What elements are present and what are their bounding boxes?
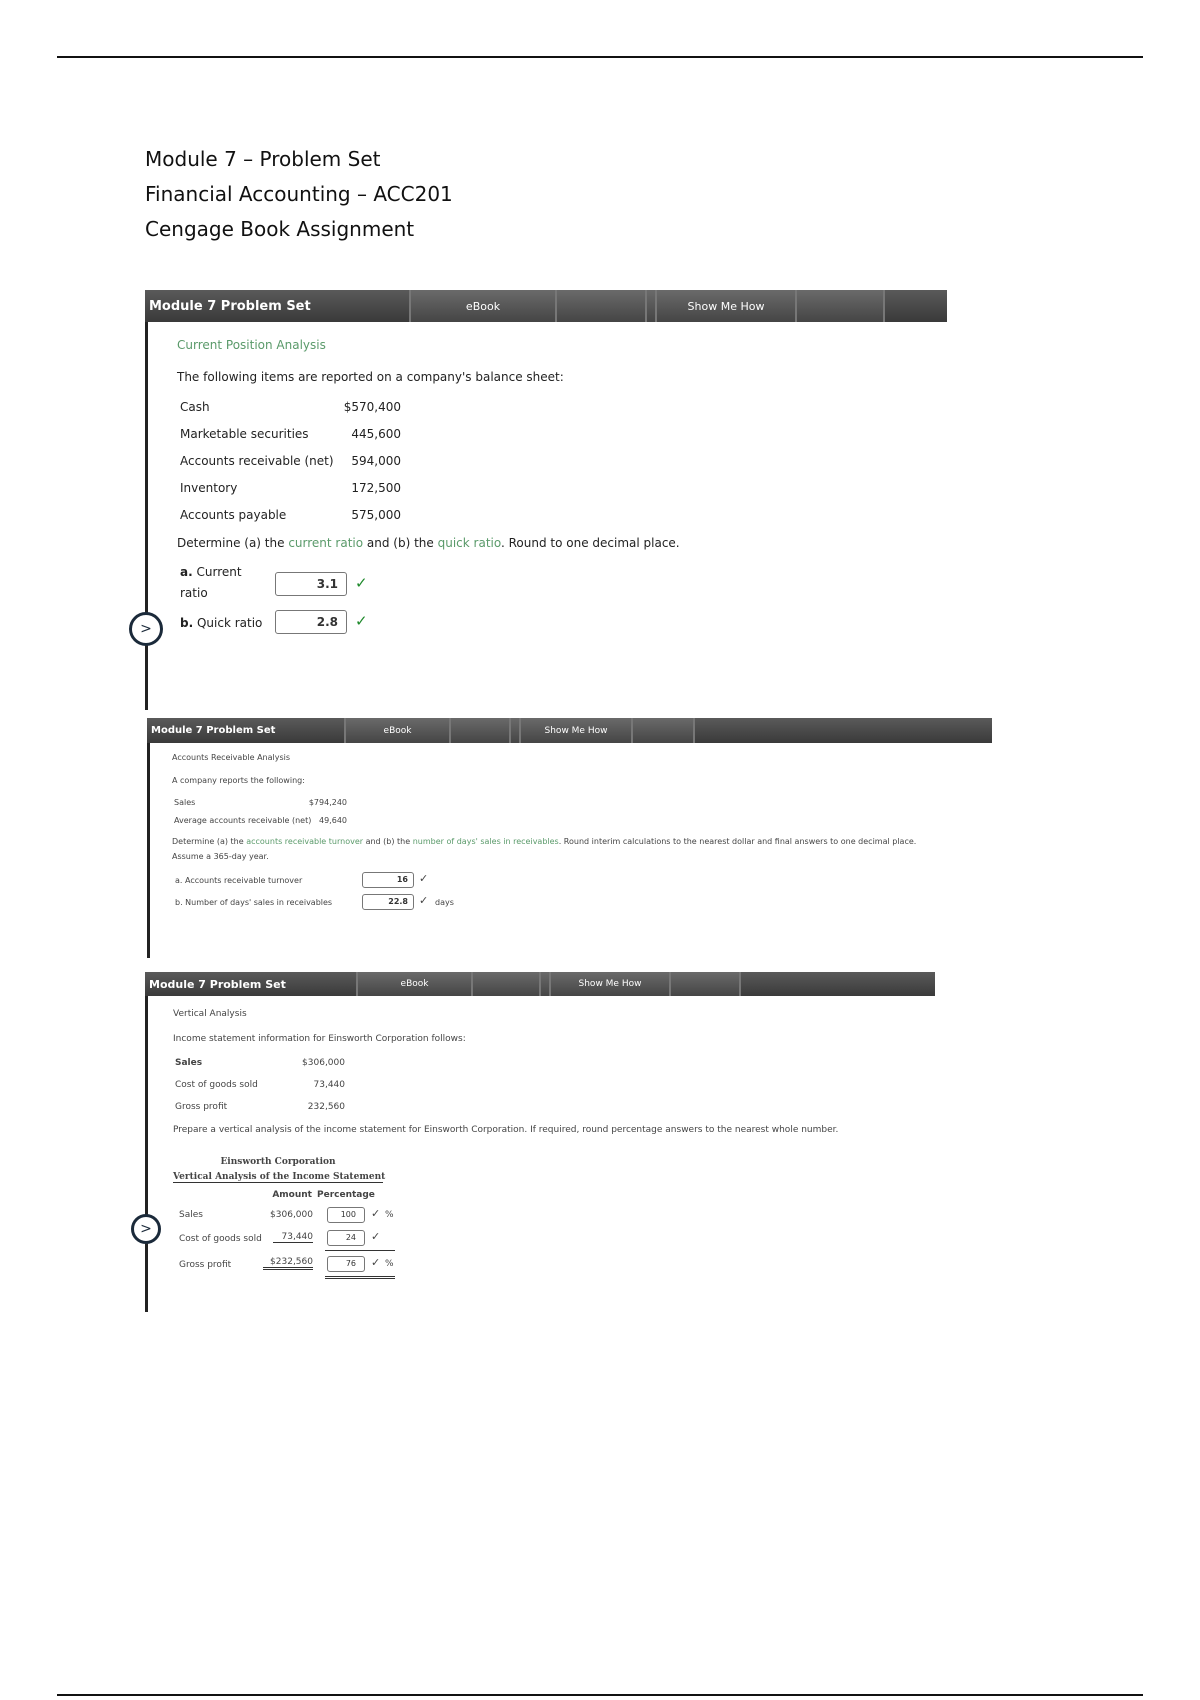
percentage-input[interactable]: 100 <box>327 1207 365 1223</box>
quick-ratio-input[interactable]: 2.8 <box>275 610 347 634</box>
correct-check-icon: ✓ <box>355 612 368 630</box>
top-rule <box>57 56 1143 58</box>
toolbar-title: Module 7 Problem Set <box>145 972 358 996</box>
instructions-text: and (b) the <box>363 536 438 550</box>
panel-left-edge <box>145 322 148 710</box>
item-label: Marketable securities <box>180 427 309 441</box>
item-label: Inventory <box>180 481 238 495</box>
percentage-input[interactable]: 24 <box>327 1230 365 1246</box>
item-label: Average accounts receivable (net) <box>174 816 312 825</box>
answer-label-text: Quick ratio <box>196 616 263 630</box>
item-value: 594,000 <box>351 454 401 468</box>
header-module-title: Module 7 – Problem Set <box>145 147 381 171</box>
col-header-percentage: Percentage <box>317 1190 375 1200</box>
item-value: $794,240 <box>308 798 347 807</box>
instructions-text: and (b) the <box>363 837 413 846</box>
header-assignment: Cengage Book Assignment <box>145 217 415 241</box>
instructions: Prepare a vertical analysis of the income statement for Einsworth Corporation. If required, round percentage answers to the nearest whole number. <box>173 1125 839 1135</box>
panel-toolbar <box>145 290 947 322</box>
correct-check-icon: ✓ <box>419 872 429 885</box>
item-value: 49,640 <box>319 816 347 825</box>
row-amount: 73,440 <box>273 1232 313 1243</box>
row-label: Gross profit <box>179 1260 232 1270</box>
correct-check-icon: ✓ <box>419 894 429 907</box>
expand-chevron-icon[interactable]: > <box>129 612 163 646</box>
answer-a-label <box>180 565 242 579</box>
item-label: Gross profit <box>175 1102 228 1112</box>
problem-intro: The following items are reported on a company's balance sheet: <box>177 370 564 384</box>
document-header <box>145 142 453 247</box>
toolbar-blank-button[interactable] <box>451 718 511 743</box>
show-me-how-button[interactable]: Show Me How <box>657 290 797 322</box>
problem-heading: Accounts Receivable Analysis <box>172 753 291 762</box>
expand-chevron-icon[interactable]: > <box>131 1214 161 1244</box>
percentage-input[interactable]: 76 <box>327 1256 365 1272</box>
item-value: $570,400 <box>343 400 401 414</box>
correct-check-icon: ✓ <box>371 1207 381 1220</box>
ebook-button[interactable]: eBook <box>358 972 473 996</box>
problem-intro: A company reports the following: <box>172 776 305 785</box>
toolbar-spacer <box>511 718 521 743</box>
item-label: Sales <box>175 1058 203 1068</box>
panel-toolbar <box>147 718 992 743</box>
days-sales-input[interactable]: 22.8 <box>362 894 414 910</box>
problem-intro: Income statement information for Einsworth Corporation follows: <box>173 1034 466 1044</box>
instructions-text: . Round to one decimal place. <box>500 536 680 550</box>
row-label: Sales <box>179 1210 203 1220</box>
item-value: 172,500 <box>351 481 401 495</box>
ar-turnover-link[interactable]: accounts receivable turnover <box>246 837 364 846</box>
item-value: 445,600 <box>351 427 401 441</box>
instructions-text: Determine (a) the <box>172 837 247 846</box>
toolbar-spacer <box>541 972 551 996</box>
item-value: 232,560 <box>307 1102 345 1112</box>
item-value: 575,000 <box>351 508 401 522</box>
show-me-how-button[interactable]: Show Me How <box>551 972 671 996</box>
row-amount: $232,560 <box>263 1257 313 1270</box>
table-company-title: Einsworth Corporation <box>220 1157 336 1167</box>
percent-sign: % <box>385 1259 394 1269</box>
days-sales-link[interactable]: number of days' sales in receivables <box>412 837 559 846</box>
col-header-amount: Amount <box>272 1190 312 1200</box>
item-label: Accounts payable <box>180 508 287 522</box>
item-value: 73,440 <box>313 1080 345 1090</box>
item-label: Sales <box>174 798 196 807</box>
current-ratio-input[interactable]: 3.1 <box>275 572 347 596</box>
row-amount: $306,000 <box>270 1210 313 1220</box>
ebook-button[interactable]: eBook <box>411 290 557 322</box>
correct-check-icon: ✓ <box>371 1230 381 1243</box>
correct-check-icon: ✓ <box>355 574 368 592</box>
toolbar-blank-button[interactable] <box>797 290 885 322</box>
problem-heading: Current Position Analysis <box>177 338 326 352</box>
show-me-how-button[interactable]: Show Me How <box>521 718 633 743</box>
table-statement-title: Vertical Analysis of the Income Statement <box>173 1172 386 1182</box>
item-label: Cash <box>180 400 210 414</box>
toolbar-blank-button[interactable] <box>671 972 741 996</box>
panel-toolbar <box>145 972 935 996</box>
panel-left-edge <box>147 743 150 958</box>
answer-label-text: Current <box>196 565 242 579</box>
bottom-rule <box>57 1694 1143 1696</box>
toolbar-spacer <box>647 290 657 322</box>
item-label: Accounts receivable (net) <box>180 454 334 468</box>
ebook-button[interactable]: eBook <box>346 718 451 743</box>
instructions <box>172 837 916 846</box>
answer-b-label <box>180 616 262 630</box>
accounts-receivable-panel <box>147 718 992 958</box>
answer-letter: a. <box>180 565 193 579</box>
correct-check-icon: ✓ <box>371 1256 381 1269</box>
answer-b-label: b. Number of days' sales in receivables <box>175 898 333 907</box>
toolbar-blank-button[interactable] <box>557 290 647 322</box>
current-ratio-link[interactable]: current ratio <box>288 536 364 550</box>
ar-turnover-input[interactable]: 16 <box>362 872 414 888</box>
toolbar-blank-button[interactable] <box>633 718 695 743</box>
panel-left-edge <box>145 996 148 1312</box>
answer-letter: b. <box>180 616 194 630</box>
toolbar-title: Module 7 Problem Set <box>147 718 346 743</box>
toolbar-blank-button[interactable] <box>473 972 541 996</box>
toolbar-title: Module 7 Problem Set <box>145 290 411 322</box>
header-course: Financial Accounting – ACC201 <box>145 182 453 206</box>
instructions-line2: Assume a 365-day year. <box>172 852 269 861</box>
row-label: Cost of goods sold <box>179 1234 262 1244</box>
item-value: $306,000 <box>302 1058 345 1068</box>
days-unit-label: days <box>435 898 454 907</box>
percent-sign: % <box>385 1210 394 1220</box>
instructions <box>177 536 680 550</box>
instructions-text: Determine (a) the <box>177 536 289 550</box>
quick-ratio-link[interactable]: quick ratio <box>437 536 501 550</box>
item-label: Cost of goods sold <box>175 1080 258 1090</box>
instructions-text: . Round interim calculations to the nearest dollar and final answers to one decimal place. <box>558 837 917 846</box>
current-position-panel <box>140 290 947 710</box>
answer-a-label: a. Accounts receivable turnover <box>175 876 303 885</box>
problem-heading: Vertical Analysis <box>173 1009 247 1019</box>
vertical-analysis-panel <box>140 972 935 1312</box>
answer-a-label-line2: ratio <box>180 586 208 600</box>
